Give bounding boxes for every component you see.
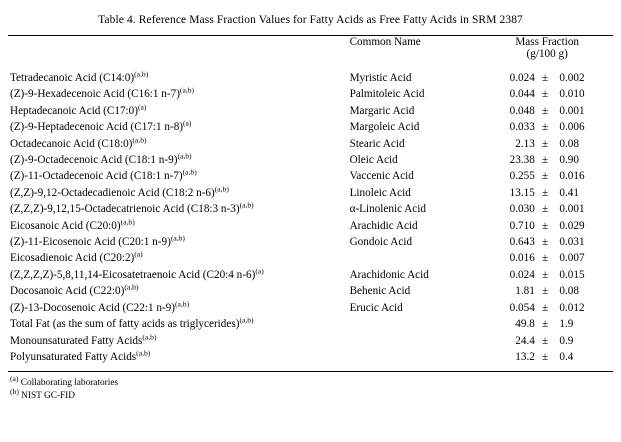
footnote-ref: (a,b) xyxy=(239,200,254,210)
cell-analyte-name: Total Fat (as the sum of fatty acids as triglycerides)$^{(a,b)}$ xyxy=(10,315,254,331)
table-row xyxy=(10,218,611,234)
cell-analyte-name: Eicosadienoic Acid (C20:2)$^{(a)}$ xyxy=(10,249,143,265)
cell-common-name xyxy=(350,316,484,332)
table-row xyxy=(10,70,611,86)
footnote-ref: (a,b) xyxy=(142,331,157,341)
cell-mass-fraction-value: 0.255 xyxy=(509,170,535,183)
units-blank xyxy=(10,48,350,60)
cell-plus-minus: ± xyxy=(542,121,549,134)
cell-plus-minus: ± xyxy=(542,186,549,199)
cell-common-name: Linoleic Acid xyxy=(349,186,411,199)
cell-plus-minus: ± xyxy=(542,88,549,101)
cell-uncertainty: 0.015 xyxy=(559,268,585,281)
cell-plus-minus: ± xyxy=(542,350,549,363)
cell-plus-minus: ± xyxy=(542,301,549,314)
table-row xyxy=(10,333,611,349)
header-mass-fraction: Mass Fraction xyxy=(515,36,580,48)
cell-analyte-name: (Z,Z,Z,Z)-5,8,11,14-Eicosatetraenoic Acid (C20:4 n-6)$^{(a)}$ xyxy=(10,266,264,281)
cell-mass-fraction-value: 13.15 xyxy=(509,186,535,199)
footnote-ref: (a,b) xyxy=(174,298,190,308)
cell-common-name: α-Linolenic Acid xyxy=(349,203,426,216)
cell-mass-fraction-value: 0.030 xyxy=(509,203,535,216)
cell-plus-minus: ± xyxy=(542,72,549,84)
cell-mass-fraction-value: 0.044 xyxy=(509,88,535,101)
footnotes-block xyxy=(10,374,611,402)
cell-uncertainty: 0.010 xyxy=(559,88,585,101)
header-units: (g/100 g) xyxy=(526,48,568,60)
footnote-ref: (a) xyxy=(183,118,192,128)
cell-plus-minus: ± xyxy=(542,318,549,331)
cell-analyte-name: (Z)-9-Heptadecenoic Acid (C17:1 n-8)$^{(a)}$ xyxy=(10,118,192,134)
cell-uncertainty: 0.031 xyxy=(559,236,585,249)
header-blank xyxy=(10,36,350,48)
footnote-marker: (b) xyxy=(10,386,19,396)
table-row xyxy=(10,185,611,201)
footnote-item xyxy=(10,374,611,390)
cell-mass-fraction-value: 0.016 xyxy=(509,252,535,265)
cell-plus-minus: ± xyxy=(542,203,549,216)
cell-analyte-name: (Z)-9-Hexadecenoic Acid (C16:1 n-7)$^{(a,b)}$ xyxy=(10,85,195,101)
cell-analyte-name: (Z,Z)-9,12-Octadecadienoic Acid (C18:2 n-6)$^{(a,b)}$ xyxy=(10,184,229,199)
cell-analyte-name: Heptadecanoic Acid (C17:0)$^{(a)}$ xyxy=(10,102,147,117)
table-row xyxy=(10,152,611,168)
cell-analyte-name: (Z,Z,Z)-9,12,15-Octadecatrienoic Acid (C18:3 n-3)$^{(a,b)}$ xyxy=(10,200,254,216)
cell-common-name: Margoleic Acid xyxy=(349,121,420,134)
table-row xyxy=(10,267,611,283)
header-spacer-row xyxy=(10,60,611,70)
cell-mass-fraction-value: 1.81 xyxy=(515,285,535,298)
cell-plus-minus: ± xyxy=(542,285,549,298)
cell-mass-fraction-value: 13.2 xyxy=(515,350,535,363)
footnote-ref: (a,b) xyxy=(132,134,147,144)
table-bottom-rule xyxy=(8,371,613,372)
cell-plus-minus: ± xyxy=(542,154,549,167)
cell-analyte-name: Monounsaturated Fatty Acids$^{(a,b)}$ xyxy=(10,331,157,347)
cell-analyte-name: (Z)-11-Eicosenoic Acid (C20:1 n-9)$^{(a,b)}$ xyxy=(10,233,185,249)
cell-common-name: Gondoic Acid xyxy=(349,236,413,249)
cell-uncertainty: 0.001 xyxy=(559,203,585,216)
cell-uncertainty: 1.9 xyxy=(559,318,574,331)
cell-uncertainty: 0.006 xyxy=(559,121,585,134)
cell-common-name: Arachidonic Acid xyxy=(349,268,429,281)
cell-mass-fraction-value: 0.643 xyxy=(509,236,535,249)
cell-plus-minus: ± xyxy=(542,170,549,183)
cell-common-name: Stearic Acid xyxy=(349,137,405,150)
cell-mass-fraction-value: 23.38 xyxy=(509,154,535,167)
table-row xyxy=(10,250,611,266)
cell-analyte-name: Eicosanoic Acid (C20:0)$^{(a,b)}$ xyxy=(10,216,135,232)
cell-uncertainty: 0.002 xyxy=(559,72,585,84)
cell-mass-fraction-value: 0.048 xyxy=(509,104,535,117)
footnote-ref: (a,b) xyxy=(214,184,229,194)
footnote-ref: (a,b) xyxy=(134,69,149,79)
footnote-ref: (a,b) xyxy=(239,315,254,325)
table-row xyxy=(10,234,611,250)
cell-plus-minus: ± xyxy=(542,104,549,117)
footnote-ref: (a,b) xyxy=(120,216,135,226)
footnote-ref: (a) xyxy=(255,266,264,276)
footnote-ref: (a,b) xyxy=(177,151,192,161)
cell-plus-minus: ± xyxy=(542,268,549,281)
table-row xyxy=(10,103,611,119)
cell-analyte-name: Tetradecanoic Acid (C14:0)$^{(a,b)}$ xyxy=(10,69,149,84)
cell-plus-minus: ± xyxy=(542,137,549,150)
cell-common-name xyxy=(350,349,484,365)
document-page xyxy=(0,14,621,442)
footnote-ref: (a,b) xyxy=(170,233,185,243)
cell-mass-fraction-value: 0.024 xyxy=(509,268,535,281)
footnote-ref: (a,b) xyxy=(179,85,195,95)
cell-common-name xyxy=(350,333,484,349)
cell-common-name: Oleic Acid xyxy=(349,154,398,167)
cell-analyte-name: (Z)-11-Octadecenoic Acid (C18:1 n-7)$^{(a,b)}$ xyxy=(10,167,197,183)
table-row xyxy=(10,316,611,332)
footnote-marker: (a) xyxy=(10,374,19,384)
cell-mass-fraction-value: 49.8 xyxy=(515,318,535,331)
cell-mass-fraction-value: 2.13 xyxy=(515,137,535,150)
cell-analyte-name: (Z)-9-Octadecenoic Acid (C18:1 n-9)$^{(a,b)}$ xyxy=(10,151,192,167)
table-row xyxy=(10,86,611,102)
footnote-text: Collaborating laboratories xyxy=(18,378,119,389)
table-row xyxy=(10,119,611,135)
cell-common-name: Palmitoleic Acid xyxy=(349,88,425,101)
footnote-item xyxy=(10,386,611,403)
footnote-ref: (a) xyxy=(138,102,147,112)
cell-common-name: Arachidic Acid xyxy=(349,219,418,232)
cell-analyte-name: (Z)-13-Docosenoic Acid (C22:1 n-9)$^{(a,b)}$ xyxy=(10,298,190,314)
table-body xyxy=(10,70,611,365)
table-row xyxy=(10,168,611,184)
footnote-text: NIST GC-FID xyxy=(18,390,75,401)
cell-mass-fraction-value: 24.4 xyxy=(515,334,535,347)
cell-analyte-name: Docosanoic Acid (C22:0)$^{(a,b)}$ xyxy=(10,282,139,298)
header-common-name: Common Name xyxy=(349,36,421,48)
cell-uncertainty: 0.41 xyxy=(559,186,579,199)
fatty-acids-table xyxy=(10,36,611,365)
footnote-ref: (a,b) xyxy=(136,348,151,358)
cell-mass-fraction-value: 0.033 xyxy=(509,121,535,134)
cell-mass-fraction-value: 0.710 xyxy=(509,219,535,232)
cell-plus-minus: ± xyxy=(542,334,549,347)
units-blank-2 xyxy=(350,48,484,60)
cell-common-name: Myristic Acid xyxy=(349,72,412,84)
cell-uncertainty: 0.029 xyxy=(559,219,585,232)
cell-uncertainty: 0.012 xyxy=(559,301,585,314)
table-row xyxy=(10,201,611,217)
footnote-ref: (a) xyxy=(134,249,143,259)
cell-plus-minus: ± xyxy=(542,219,549,232)
cell-analyte-name: Polyunsaturated Fatty Acids$^{(a,b)}$ xyxy=(10,348,151,363)
cell-mass-fraction-value: 0.024 xyxy=(509,72,535,84)
cell-plus-minus: ± xyxy=(542,252,549,265)
table-units-row xyxy=(10,48,611,60)
header-spacer-cell xyxy=(10,60,611,70)
cell-uncertainty: 0.4 xyxy=(559,350,574,363)
cell-uncertainty: 0.9 xyxy=(559,334,574,347)
cell-analyte-name: Octadecanoic Acid (C18:0)$^{(a,b)}$ xyxy=(10,134,147,150)
table-header-row xyxy=(10,36,611,48)
cell-uncertainty: 0.001 xyxy=(559,104,585,117)
cell-common-name: Erucic Acid xyxy=(349,301,403,314)
cell-uncertainty: 0.007 xyxy=(559,252,585,265)
cell-common-name xyxy=(350,250,484,266)
table-row xyxy=(10,283,611,299)
table-title: Table 4. Reference Mass Fraction Values for Fatty Acids as Free Fatty Acids in SRM 2387 xyxy=(98,14,523,26)
table-row xyxy=(10,349,611,365)
table-row xyxy=(10,136,611,152)
cell-uncertainty: 0.08 xyxy=(559,137,579,150)
cell-mass-fraction-value: 0.054 xyxy=(509,301,535,314)
cell-common-name: Vaccenic Acid xyxy=(349,170,414,183)
footnote-ref: (a,b) xyxy=(124,282,139,292)
cell-uncertainty: 0.90 xyxy=(559,154,579,167)
cell-uncertainty: 0.08 xyxy=(559,285,579,298)
footnote-ref: (a,b) xyxy=(182,167,197,177)
table-row xyxy=(10,300,611,316)
cell-uncertainty: 0.016 xyxy=(559,170,585,183)
cell-common-name: Margaric Acid xyxy=(349,104,415,117)
table-header-group xyxy=(10,36,611,70)
cell-common-name: Behenic Acid xyxy=(349,285,411,298)
cell-plus-minus: ± xyxy=(542,236,549,249)
